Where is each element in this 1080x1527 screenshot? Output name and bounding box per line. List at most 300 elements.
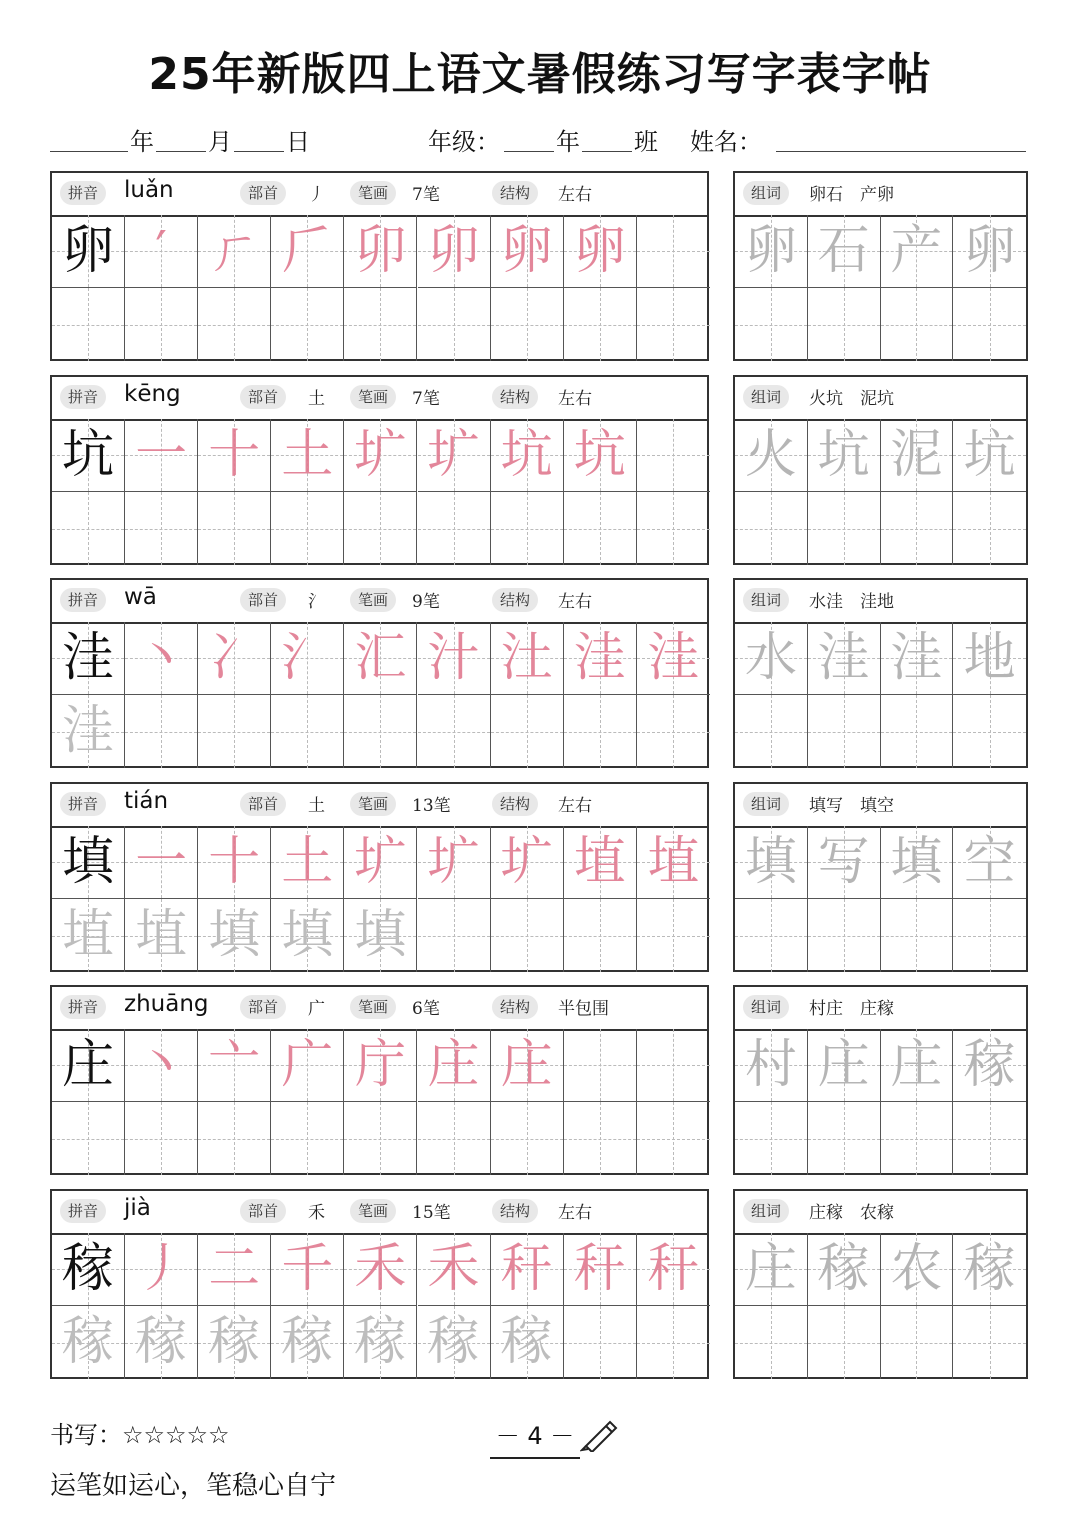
writing-cell[interactable]	[418, 695, 491, 768]
words-grid	[735, 1233, 1026, 1377]
stroke-step: 坑	[500, 425, 553, 485]
stroke-step: 卯	[354, 221, 407, 281]
writing-cell[interactable]	[271, 288, 344, 361]
stroke-step: 埴	[135, 905, 188, 965]
writing-cell[interactable]	[637, 419, 710, 492]
guide-line	[418, 529, 490, 530]
word-character: 填	[744, 832, 797, 892]
writing-cell[interactable]	[125, 1102, 198, 1175]
writing-cell[interactable]	[52, 215, 125, 288]
stroke-step: 圹	[500, 832, 553, 892]
writing-cell[interactable]	[564, 1029, 637, 1102]
writing-cell[interactable]	[564, 288, 637, 361]
guide-line	[637, 455, 710, 456]
words-value: 水洼 洼地	[809, 592, 894, 612]
stroke-step: 稼	[500, 1312, 553, 1372]
pinyin-badge: 拼音	[60, 1199, 106, 1223]
guide-line	[271, 529, 343, 530]
words-card-header	[735, 580, 1026, 624]
word-character: 庄	[890, 1035, 943, 1095]
word-character: 坑	[817, 425, 870, 485]
word-cell[interactable]	[808, 1029, 881, 1102]
guide-line	[735, 1343, 807, 1344]
stroke-step: 卵	[500, 221, 553, 281]
strokes-value: 13笔	[412, 796, 451, 816]
writing-cell[interactable]	[271, 1306, 344, 1379]
writing-cell[interactable]	[125, 492, 198, 565]
stroke-step: 丿	[135, 1239, 188, 1299]
word-cell[interactable]	[881, 1029, 954, 1102]
writing-cell[interactable]	[637, 622, 710, 695]
words-card-header	[735, 173, 1026, 217]
strokes-badge: 笔画	[350, 385, 396, 409]
writing-cell[interactable]	[637, 899, 710, 972]
radical-value: 氵	[308, 592, 325, 612]
writing-cell[interactable]	[271, 419, 344, 492]
pinyin-value: jià	[124, 1195, 151, 1221]
guide-line	[637, 1139, 710, 1140]
guide-line	[564, 936, 636, 937]
strokes-value: 6笔	[412, 999, 440, 1019]
structure-value: 左右	[558, 389, 592, 409]
stroke-step: 埴	[573, 832, 626, 892]
word-cell[interactable]	[881, 419, 954, 492]
writing-cell[interactable]	[198, 826, 271, 899]
stroke-step: 冫	[208, 628, 261, 688]
writing-cell[interactable]	[271, 899, 344, 972]
writing-grid	[52, 215, 707, 359]
radical-value: 土	[308, 389, 325, 409]
writing-cell[interactable]	[198, 419, 271, 492]
word-cell[interactable]	[735, 1102, 808, 1175]
guide-line	[418, 732, 490, 733]
stroke-step: 禾	[427, 1239, 480, 1299]
stroke-step: 圹	[427, 832, 480, 892]
writing-cell[interactable]	[344, 419, 417, 492]
stroke-step: 氵	[281, 628, 334, 688]
writing-cell[interactable]	[491, 288, 564, 361]
writing-cell[interactable]	[637, 215, 710, 288]
writing-cell[interactable]	[271, 1029, 344, 1102]
writing-cell[interactable]	[52, 1233, 125, 1306]
stroke-step: 卵	[573, 221, 626, 281]
radical-badge: 部首	[240, 1199, 286, 1223]
stroke-step: 圹	[354, 832, 407, 892]
writing-cell[interactable]	[637, 1306, 710, 1379]
word-cell[interactable]	[735, 288, 808, 361]
guide-line	[125, 529, 197, 530]
writing-cell[interactable]	[344, 1233, 417, 1306]
word-cell[interactable]	[808, 826, 881, 899]
guide-line	[125, 325, 197, 326]
word-cell[interactable]	[808, 215, 881, 288]
guide-line	[953, 529, 1026, 530]
writing-cell[interactable]	[564, 826, 637, 899]
writing-cell[interactable]	[125, 215, 198, 288]
stroke-step: 稼	[62, 1312, 115, 1372]
guide-line	[418, 936, 490, 937]
word-cell[interactable]	[808, 492, 881, 565]
stroke-step: 汢	[500, 628, 553, 688]
writing-cell[interactable]	[52, 1102, 125, 1175]
guide-line	[271, 1139, 343, 1140]
words-value: 卵石 产卵	[809, 185, 894, 205]
writing-cell[interactable]	[271, 1233, 344, 1306]
writing-cell[interactable]	[125, 622, 198, 695]
writing-cell[interactable]	[344, 215, 417, 288]
word-cell[interactable]	[881, 1306, 954, 1379]
stroke-step: 稼	[354, 1312, 407, 1372]
word-cell[interactable]	[881, 695, 954, 768]
writing-cell[interactable]	[491, 215, 564, 288]
stroke-step: 一	[135, 425, 188, 485]
word-cell[interactable]	[808, 899, 881, 972]
writing-cell[interactable]	[271, 215, 344, 288]
stroke-step: 汁	[427, 628, 480, 688]
writing-cell[interactable]	[125, 695, 198, 768]
word-cell[interactable]	[881, 826, 954, 899]
words-card	[733, 171, 1028, 361]
radical-value: 丿	[308, 185, 325, 205]
word-cell[interactable]	[953, 1102, 1026, 1175]
writing-cell[interactable]	[198, 1306, 271, 1379]
word-cell[interactable]	[735, 1029, 808, 1102]
words-card	[733, 1189, 1028, 1379]
word-cell[interactable]	[953, 288, 1026, 361]
word-cell[interactable]	[735, 899, 808, 972]
writing-cell[interactable]	[564, 215, 637, 288]
writing-cell[interactable]	[564, 492, 637, 565]
writing-cell[interactable]	[637, 1029, 710, 1102]
guide-line	[344, 529, 416, 530]
words-value: 庄稼 农稼	[809, 1203, 894, 1223]
guide-line	[344, 1139, 416, 1140]
guide-line	[881, 1343, 953, 1344]
words-badge: 组词	[743, 181, 789, 205]
writing-cell[interactable]	[418, 826, 491, 899]
writing-cell[interactable]	[418, 1233, 491, 1306]
words-grid	[735, 826, 1026, 970]
word-cell[interactable]	[953, 1233, 1026, 1306]
word-cell[interactable]	[808, 622, 881, 695]
word-cell[interactable]	[881, 288, 954, 361]
writing-cell[interactable]	[564, 419, 637, 492]
word-cell[interactable]	[953, 622, 1026, 695]
rating-label: 书写：☆☆☆☆☆	[50, 1421, 230, 1449]
word-character: 写	[817, 832, 870, 892]
guide-line	[491, 732, 563, 733]
words-grid	[735, 622, 1026, 766]
model-character: 庄	[62, 1035, 115, 1095]
writing-cell[interactable]	[344, 1102, 417, 1175]
writing-cell[interactable]	[344, 899, 417, 972]
stroke-step: 洼	[573, 628, 626, 688]
day-blank[interactable]	[234, 151, 284, 152]
guide-line	[881, 1139, 953, 1140]
word-cell[interactable]	[735, 1306, 808, 1379]
writing-cell[interactable]	[271, 1102, 344, 1175]
guide-line	[953, 1343, 1026, 1344]
word-cell[interactable]	[808, 288, 881, 361]
guide-line	[564, 325, 636, 326]
writing-cell[interactable]	[564, 1233, 637, 1306]
char-card-header	[52, 987, 707, 1031]
guide-line	[344, 325, 416, 326]
stroke-step: 圹	[427, 425, 480, 485]
writing-cell[interactable]	[491, 826, 564, 899]
writing-cell[interactable]	[491, 419, 564, 492]
word-cell[interactable]	[953, 826, 1026, 899]
word-character: 洼	[817, 628, 870, 688]
guide-line	[808, 936, 880, 937]
radical-value: 禾	[308, 1203, 325, 1223]
guide-line	[808, 325, 880, 326]
stroke-step: 十	[208, 832, 261, 892]
writing-cell[interactable]	[52, 695, 125, 768]
guide-line	[564, 732, 636, 733]
writing-cell[interactable]	[52, 492, 125, 565]
writing-cell[interactable]	[491, 1306, 564, 1379]
word-cell[interactable]	[735, 695, 808, 768]
word-cell[interactable]	[953, 695, 1026, 768]
writing-cell[interactable]	[52, 288, 125, 361]
writing-cell[interactable]	[637, 1102, 710, 1175]
writing-cell[interactable]	[52, 1306, 125, 1379]
words-card	[733, 578, 1028, 768]
char-card	[50, 985, 709, 1175]
writing-cell[interactable]	[198, 492, 271, 565]
writing-cell[interactable]	[418, 899, 491, 972]
writing-cell[interactable]	[52, 419, 125, 492]
stroke-step: 汇	[354, 628, 407, 688]
writing-cell[interactable]	[125, 1306, 198, 1379]
writing-cell[interactable]	[418, 1306, 491, 1379]
word-cell[interactable]	[808, 1306, 881, 1379]
word-character: 水	[744, 628, 797, 688]
stroke-step: ㄏ	[208, 221, 261, 281]
writing-cell[interactable]	[491, 1102, 564, 1175]
word-cell[interactable]	[881, 1233, 954, 1306]
writing-cell[interactable]	[125, 899, 198, 972]
writing-cell[interactable]	[125, 1233, 198, 1306]
writing-cell[interactable]	[125, 1029, 198, 1102]
writing-cell[interactable]	[418, 1102, 491, 1175]
guide-line	[953, 732, 1026, 733]
word-cell[interactable]	[808, 419, 881, 492]
strokes-badge: 笔画	[350, 181, 396, 205]
words-card-header	[735, 784, 1026, 828]
writing-cell[interactable]	[491, 695, 564, 768]
guide-line	[637, 529, 710, 530]
stroke-step: 稼	[135, 1312, 188, 1372]
guide-line	[198, 732, 270, 733]
grade-blank[interactable]	[504, 151, 554, 152]
guide-line	[808, 1139, 880, 1140]
class-blank[interactable]	[582, 151, 632, 152]
writing-cell[interactable]	[125, 826, 198, 899]
stroke-step: 洼	[647, 628, 700, 688]
guide-line	[344, 732, 416, 733]
writing-cell[interactable]	[637, 1233, 710, 1306]
writing-cell[interactable]	[637, 288, 710, 361]
writing-cell[interactable]	[344, 492, 417, 565]
guide-line	[735, 1139, 807, 1140]
year-blank[interactable]	[50, 151, 128, 152]
writing-cell[interactable]	[491, 492, 564, 565]
writing-cell[interactable]	[418, 492, 491, 565]
writing-cell[interactable]	[344, 1306, 417, 1379]
stroke-step: 二	[208, 1239, 261, 1299]
word-cell[interactable]	[735, 215, 808, 288]
words-grid	[735, 1029, 1026, 1173]
word-character: 稼	[963, 1035, 1016, 1095]
pinyin-value: wā	[124, 584, 157, 610]
word-character: 庄	[817, 1035, 870, 1095]
month-blank[interactable]	[156, 151, 206, 152]
word-cell[interactable]	[953, 215, 1026, 288]
writing-cell[interactable]	[344, 1029, 417, 1102]
guide-line	[125, 732, 197, 733]
strokes-badge: 笔画	[350, 1199, 396, 1223]
word-cell[interactable]	[735, 826, 808, 899]
word-cell[interactable]	[735, 1233, 808, 1306]
writing-cell[interactable]	[271, 695, 344, 768]
stroke-step: 秆	[500, 1239, 553, 1299]
writing-cell[interactable]	[344, 288, 417, 361]
writing-cell[interactable]	[198, 622, 271, 695]
word-cell[interactable]	[881, 622, 954, 695]
writing-cell[interactable]	[198, 1029, 271, 1102]
writing-cell[interactable]	[198, 1102, 271, 1175]
word-character: 稼	[817, 1239, 870, 1299]
char-card	[50, 782, 709, 972]
writing-cell[interactable]	[52, 1029, 125, 1102]
writing-cell[interactable]	[637, 695, 710, 768]
word-cell[interactable]	[953, 492, 1026, 565]
writing-cell[interactable]	[491, 1233, 564, 1306]
word-cell[interactable]	[881, 215, 954, 288]
char-card-header	[52, 784, 707, 828]
guide-line	[953, 1139, 1026, 1140]
word-cell[interactable]	[881, 899, 954, 972]
writing-cell[interactable]	[52, 826, 125, 899]
stroke-step: 一	[135, 832, 188, 892]
writing-cell[interactable]	[418, 419, 491, 492]
structure-badge: 结构	[492, 385, 538, 409]
writing-cell[interactable]	[418, 1029, 491, 1102]
pinyin-badge: 拼音	[60, 995, 106, 1019]
writing-cell[interactable]	[198, 1233, 271, 1306]
word-cell[interactable]	[881, 492, 954, 565]
words-card	[733, 375, 1028, 565]
word-cell[interactable]	[735, 622, 808, 695]
structure-badge: 结构	[492, 1199, 538, 1223]
guide-line	[491, 1139, 563, 1140]
model-character: 填	[62, 832, 115, 892]
word-cell[interactable]	[953, 419, 1026, 492]
word-cell[interactable]	[735, 492, 808, 565]
writing-cell[interactable]	[344, 695, 417, 768]
writing-cell[interactable]	[564, 695, 637, 768]
writing-cell[interactable]	[125, 288, 198, 361]
words-card-header	[735, 377, 1026, 421]
writing-cell[interactable]	[564, 1306, 637, 1379]
writing-cell[interactable]	[491, 899, 564, 972]
guide-line	[125, 1139, 197, 1140]
words-badge: 组词	[743, 995, 789, 1019]
writing-cell[interactable]	[491, 1029, 564, 1102]
writing-cell[interactable]	[271, 622, 344, 695]
writing-cell[interactable]	[52, 899, 125, 972]
writing-cell[interactable]	[564, 1102, 637, 1175]
writing-cell[interactable]	[198, 288, 271, 361]
writing-cell[interactable]	[271, 826, 344, 899]
writing-cell[interactable]	[52, 622, 125, 695]
word-cell[interactable]	[808, 695, 881, 768]
strokes-value: 15笔	[412, 1203, 451, 1223]
stroke-step: 稼	[281, 1312, 334, 1372]
guide-line	[637, 1343, 710, 1344]
model-character: 洼	[62, 628, 115, 688]
guide-line	[271, 325, 343, 326]
writing-cell[interactable]	[564, 622, 637, 695]
word-cell[interactable]	[953, 1306, 1026, 1379]
writing-cell[interactable]	[418, 622, 491, 695]
word-character: 卵	[744, 221, 797, 281]
word-cell[interactable]	[881, 1102, 954, 1175]
guide-line	[52, 1139, 124, 1140]
writing-cell[interactable]	[198, 215, 271, 288]
writing-cell[interactable]	[491, 622, 564, 695]
writing-cell[interactable]	[418, 215, 491, 288]
writing-cell[interactable]	[125, 419, 198, 492]
writing-cell[interactable]	[344, 622, 417, 695]
word-character: 填	[890, 832, 943, 892]
writing-cell[interactable]	[198, 899, 271, 972]
guide-line	[637, 251, 710, 252]
radical-badge: 部首	[240, 995, 286, 1019]
words-badge: 组词	[743, 792, 789, 816]
word-cell[interactable]	[808, 1233, 881, 1306]
writing-cell[interactable]	[198, 695, 271, 768]
word-cell[interactable]	[953, 899, 1026, 972]
writing-cell[interactable]	[637, 492, 710, 565]
word-cell[interactable]	[953, 1029, 1026, 1102]
char-card	[50, 375, 709, 565]
structure-value: 半包围	[558, 999, 609, 1019]
structure-value: 左右	[558, 796, 592, 816]
pinyin-badge: 拼音	[60, 792, 106, 816]
guide-line	[735, 732, 807, 733]
word-cell[interactable]	[735, 419, 808, 492]
writing-cell[interactable]	[418, 288, 491, 361]
strokes-badge: 笔画	[350, 792, 396, 816]
guide-line	[52, 325, 124, 326]
writing-grid	[52, 622, 707, 766]
word-cell[interactable]	[808, 1102, 881, 1175]
writing-cell[interactable]	[637, 826, 710, 899]
stroke-step: 禾	[354, 1239, 407, 1299]
pinyin-value: kēng	[124, 381, 181, 407]
guide-line	[735, 529, 807, 530]
writing-cell[interactable]	[344, 826, 417, 899]
stroke-step: 亠	[208, 1035, 261, 1095]
writing-cell[interactable]	[564, 899, 637, 972]
stroke-step: 庁	[354, 1035, 407, 1095]
name-blank[interactable]	[776, 151, 1026, 152]
writing-cell[interactable]	[271, 492, 344, 565]
word-character: 洼	[890, 628, 943, 688]
